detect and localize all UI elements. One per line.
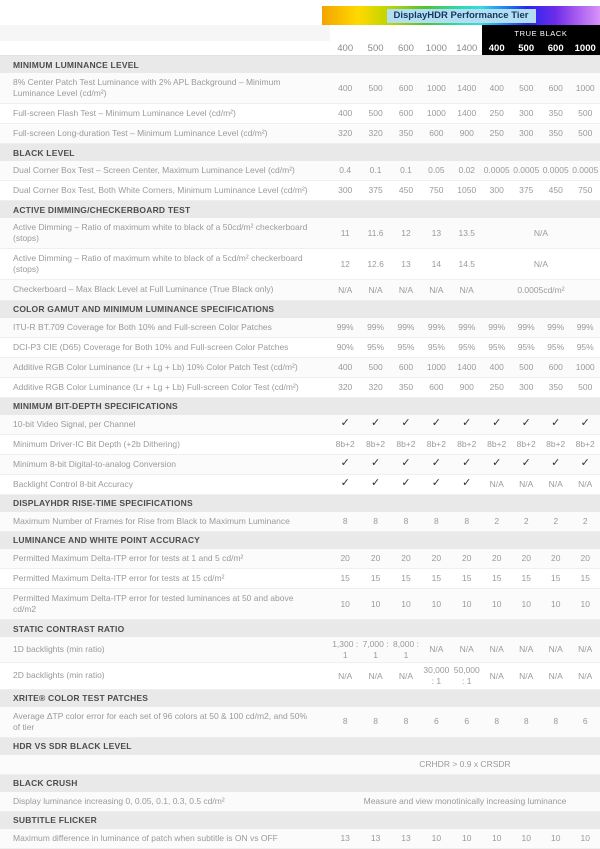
spec-value-cell: N/A [338, 670, 353, 681]
spec-value-cell: 450 [548, 185, 563, 196]
spec-value-cell: 15 [580, 573, 590, 584]
spec-row [0, 829, 600, 849]
column-header-spacer [0, 41, 330, 55]
spec-value-cell: 12 [401, 228, 411, 239]
spec-row-label: Permitted Maximum Delta-ITP error for tested luminances at 50 and above cd/m2 [13, 593, 294, 615]
spec-value-cell: 99% [397, 321, 415, 332]
spec-value-cell: 14.5 [458, 259, 476, 270]
spec-value-cell: 1400 [457, 82, 477, 93]
spec-value-cell: 500 [519, 82, 534, 93]
spec-row [0, 589, 600, 620]
section-header: BLACK CRUSH [0, 775, 600, 792]
spec-value-cell: 20 [521, 553, 531, 564]
spec-row [0, 637, 600, 663]
spec-value-cell: N/A [459, 284, 474, 295]
spec-value-cell: 300 [519, 128, 534, 139]
spec-value-cell: N/A [489, 479, 504, 490]
spec-value-cell: 400 [338, 361, 353, 372]
spec-value-cell: 300 [489, 185, 504, 196]
spec-value-cell: N/A [519, 644, 534, 655]
checkmark-icon: ✓ [340, 457, 350, 470]
checkmark-icon: ✓ [580, 457, 590, 470]
spec-value-cell: 15 [521, 573, 531, 584]
spec-value-cell: 10 [521, 832, 531, 843]
spec-row-label: Checkerboard – Max Black Level at Full Luminance (True Black only) [13, 284, 274, 295]
spec-value-span-true-black: N/A [533, 259, 549, 270]
spec-value-cell: 8,000 : 1 [392, 639, 419, 660]
checkmark-icon: ✓ [580, 417, 590, 430]
section-header: STATIC CONTRAST RATIO [0, 620, 600, 637]
spec-value-cell: 8 [553, 716, 559, 727]
spec-value-cell: 0.0005 [483, 165, 510, 176]
spec-value-cell: N/A [548, 479, 563, 490]
spec-value-cell: 1400 [457, 108, 477, 119]
spec-value-cell: 320 [368, 381, 383, 392]
section-header: MINIMUM BIT-DEPTH SPECIFICATIONS [0, 398, 600, 415]
spec-value-cell: 350 [398, 381, 414, 392]
spec-row [0, 707, 600, 738]
spec-row [0, 73, 600, 104]
checkmark-icon: ✓ [401, 457, 411, 470]
spec-value-cell: 2 [523, 516, 529, 527]
spec-row [0, 455, 600, 475]
spec-row [0, 435, 600, 455]
spec-value-cell: 10 [580, 598, 590, 609]
spec-value-cell: 10 [550, 598, 561, 609]
spec-value-cell: 450 [398, 185, 414, 196]
checkmark-icon: ✓ [431, 477, 441, 490]
spec-value-cell: 350 [398, 128, 414, 139]
spec-value-cell: 8 [373, 716, 378, 727]
column-header-true-black: 600 [541, 41, 571, 55]
spec-value-cell: 10 [580, 832, 590, 843]
spec-value-cell: 99% [458, 321, 476, 332]
checkmark-icon: ✓ [431, 417, 441, 430]
spec-value-cell: 12.6 [367, 259, 384, 270]
spec-value-cell: N/A [459, 644, 474, 655]
spec-value-cell: 12 [340, 259, 350, 270]
column-header-standard: 500 [367, 42, 384, 54]
spec-value-cell: 95% [576, 341, 594, 352]
spec-row-label: Display luminance increasing 0, 0.05, 0.1, 0.3, 0.5 cd/m² [13, 795, 225, 806]
spec-value-cell: N/A [489, 670, 504, 681]
spec-value-cell: 300 [519, 381, 534, 392]
spec-row [0, 663, 600, 689]
true-black-group-label: TRUE BLACK [482, 25, 600, 41]
spec-value-cell: 99% [547, 321, 565, 332]
checkmark-icon: ✓ [431, 457, 441, 470]
column-header-standard: 400 [337, 42, 354, 54]
spec-row-label: 2D backlights (min ratio) [13, 670, 105, 681]
spec-row-label: Minimum Driver-IC Bit Depth (+2b Dithering) [13, 438, 180, 449]
spec-value-cell: 95% [547, 341, 565, 352]
spec-value-cell: 14 [431, 259, 442, 270]
spec-value-cell: N/A [519, 670, 534, 681]
column-header-standard: 600 [398, 42, 414, 54]
spec-value-cell: N/A [578, 479, 593, 490]
section-header: MINIMUM LUMINANCE LEVEL [0, 56, 600, 73]
spec-value-cell: 400 [489, 82, 504, 93]
spec-row [0, 475, 600, 495]
true-black-label-strip [0, 25, 330, 41]
section-header: LUMINANCE AND WHITE POINT ACCURACY [0, 532, 600, 549]
spec-value-cell: N/A [429, 284, 444, 295]
spec-value-cell: 0.0005 [572, 165, 599, 176]
spec-value-cell: N/A [398, 284, 414, 295]
spec-value-cell: 1400 [457, 361, 477, 372]
spec-value-cell: 99% [576, 321, 594, 332]
standard-tier-strip [330, 25, 482, 41]
spec-value-cell: 0.05 [428, 165, 445, 176]
checkmark-icon: ✓ [462, 417, 472, 430]
checkmark-icon: ✓ [462, 477, 472, 490]
spec-value-cell: 20 [550, 553, 561, 564]
checkmark-icon: ✓ [401, 477, 411, 490]
spec-value-cell: 600 [548, 82, 563, 93]
spec-value-span-true-black: N/A [533, 228, 549, 239]
header-spacer [0, 6, 322, 25]
spec-row-label [0, 755, 330, 774]
spec-value-cell: N/A [519, 479, 534, 490]
spec-row-label: Active Dimming – Ratio of maximum white to black of a 50cd/m² checkerboard (stops) [13, 222, 308, 244]
spec-value-cell: 0.02 [458, 165, 476, 176]
spec-row-label: Maximum difference in luminance of patch when subtitle is ON vs OFF [13, 832, 278, 843]
spec-row-label: DCI-P3 CIE (D65) Coverage for Both 10% and Full-screen Color Patches [13, 341, 289, 352]
spec-value-cell: 13 [431, 228, 442, 239]
spec-row-label: Active Dimming – Ratio of maximum white to black of a 5cd/m² checkerboard (stops) [13, 253, 303, 275]
spec-value-cell: 8b+2 [575, 438, 595, 449]
spec-value-cell: N/A [578, 644, 593, 655]
spec-value-cell: 375 [519, 185, 534, 196]
checkmark-icon: ✓ [551, 457, 561, 470]
spec-value-cell: 8b+2 [335, 438, 355, 449]
spec-value-cell: 10 [521, 598, 531, 609]
spec-row [0, 378, 600, 398]
spec-value-cell: 95% [488, 341, 506, 352]
spec-value-cell: 500 [578, 108, 593, 119]
spec-value-cell: 99% [367, 321, 385, 332]
spec-value-cell: 1050 [457, 185, 477, 196]
spec-value-cell: 20 [370, 553, 381, 564]
section-header: HDR VS SDR BLACK LEVEL [0, 738, 600, 755]
spec-value-cell: 95% [397, 341, 415, 352]
spec-value-cell: 0.0005 [513, 165, 540, 176]
spec-row-label: Additive RGB Color Luminance (Lr + Lg + Lb) 10% Color Patch Test (cd/m²) [13, 361, 298, 372]
spec-row [0, 249, 600, 280]
spec-value-cell: 99% [427, 321, 445, 332]
spec-row-label: Average ΔTP color error for each set of 96 colors at 50 & 100 cd/m2, and 50% of tier [13, 710, 308, 732]
spec-row-label: 10-bit Video Signal, per Channel [13, 418, 136, 429]
spec-value-cell: 750 [429, 185, 444, 196]
spec-value-cell: 1000 [426, 82, 446, 93]
spec-value-cell: N/A [429, 644, 444, 655]
spec-value-cell: 500 [578, 381, 593, 392]
spec-value-cell: 900 [459, 381, 474, 392]
tier-header-row [0, 0, 600, 25]
spec-value-cell: 900 [459, 128, 474, 139]
spec-value-cell: 8 [373, 516, 378, 527]
spec-value-cell: 2 [494, 516, 500, 527]
spec-value-cell: 8 [403, 716, 409, 727]
spec-value-cell: 600 [398, 108, 414, 119]
spec-value-cell: 8 [494, 716, 500, 727]
spec-value-cell: 350 [548, 108, 563, 119]
spec-value-cell: 250 [489, 128, 504, 139]
spec-value-cell: 11 [340, 228, 350, 239]
spec-value-cell: 20 [491, 553, 502, 564]
column-header-standard: 1400 [456, 42, 478, 54]
spec-value-cell: 13.5 [458, 228, 476, 239]
spec-value-cell: 500 [368, 82, 383, 93]
spec-value-cell: 6 [582, 716, 588, 727]
section-header: SUBTITLE FLICKER [0, 812, 600, 829]
spec-value-cell: 600 [429, 381, 444, 392]
spec-value-cell: N/A [398, 670, 414, 681]
checkmark-icon: ✓ [492, 457, 502, 470]
spec-value-cell: 1000 [426, 361, 446, 372]
spec-row-label: Permitted Maximum Delta-ITP error for tests at 15 cd/m² [13, 572, 225, 583]
spec-value-span-true-black: 0.0005cd/m² [517, 284, 565, 295]
spec-value-cell: 400 [338, 82, 353, 93]
spec-value-cell: 7,000 : 1 [362, 639, 389, 660]
spec-value-cell: 600 [398, 82, 414, 93]
section-header: ACTIVE DIMMING/CHECKERBOARD TEST [0, 201, 600, 218]
spec-row-label: Maximum Number of Frames for Rise from Black to Maximum Luminance [13, 515, 290, 526]
spec-row [0, 549, 600, 569]
spec-value-cell: 10 [340, 598, 350, 609]
spec-value-cell: N/A [338, 284, 353, 295]
section-header: XRITE® COLOR TEST PATCHES [0, 690, 600, 707]
column-header-true-black: 1000 [570, 41, 600, 55]
spec-value-cell: 8 [342, 516, 348, 527]
checkmark-icon: ✓ [340, 417, 350, 430]
spec-value-cell: 500 [519, 361, 534, 372]
spec-row [0, 569, 600, 589]
spec-value-cell: 8b+2 [396, 438, 416, 449]
spec-value-cell: N/A [368, 284, 383, 295]
spec-value-cell: 20 [340, 553, 350, 564]
spec-value-cell: 250 [489, 108, 504, 119]
spec-value-cell: 1000 [575, 82, 595, 93]
spec-value-cell: 99% [517, 321, 535, 332]
checkmark-icon: ✓ [370, 417, 381, 430]
spec-value-span-all: Measure and view monotinically increasing luminance [363, 795, 567, 806]
spec-value-cell: 10 [462, 832, 472, 843]
spec-row-label: Permitted Maximum Delta-ITP error for tests at 1 and 5 cd/m² [13, 552, 244, 563]
checkmark-icon: ✓ [370, 477, 381, 490]
spec-value-cell: 6 [464, 716, 470, 727]
spec-row [0, 512, 600, 532]
spec-value-cell: 8b+2 [426, 438, 446, 449]
spec-row [0, 124, 600, 144]
spec-value-cell: 90% [336, 341, 354, 352]
spec-value-cell: 250 [489, 381, 504, 392]
spec-row-label: ITU-R BT.709 Coverage for Both 10% and Full-screen Color Patches [13, 321, 272, 332]
spec-value-cell: 400 [338, 108, 353, 119]
spec-value-cell: 8 [403, 516, 409, 527]
spec-value-cell: N/A [578, 670, 593, 681]
spec-row-label: Dual Corner Box Test – Screen Center, Maximum Luminance Level (cd/m²) [13, 165, 295, 176]
spec-value-cell: 8b+2 [366, 438, 386, 449]
spec-value-cell: 1000 [426, 108, 446, 119]
spec-value-cell: 8b+2 [546, 438, 566, 449]
spec-value-cell: 20 [580, 553, 590, 564]
spec-table-body [0, 56, 600, 849]
spec-value-cell: 13 [401, 259, 411, 270]
checkmark-icon: ✓ [551, 417, 561, 430]
spec-row-label: 8% Center Patch Test Luminance with 2% APL Background – Minimum Luminance Level (cd/m²) [13, 77, 281, 99]
spec-value-cell: 10 [491, 832, 502, 843]
spec-value-cell: 13 [401, 832, 411, 843]
spec-value-cell: 320 [338, 381, 353, 392]
spec-row [0, 792, 600, 812]
spec-value-cell: 13 [340, 832, 350, 843]
spec-value-cell: 15 [340, 573, 350, 584]
spec-row-label: Backlight Control 8-bit Accuracy [13, 478, 133, 489]
spec-value-cell: 50,000 : 1 [453, 665, 480, 686]
spec-value-cell: N/A [489, 644, 504, 655]
spec-value-cell: 10 [462, 598, 472, 609]
spec-value-cell: N/A [548, 670, 563, 681]
spec-row-label: Full-screen Flash Test – Minimum Luminance Level (cd/m²) [13, 108, 236, 119]
spec-row [0, 161, 600, 181]
spec-value-cell: 10 [401, 598, 411, 609]
column-header-standard: 1000 [425, 42, 447, 54]
spec-row-label: Dual Corner Box Test, Both White Corners, Minimum Luminance Level (cd/m²) [13, 185, 308, 196]
spec-value-cell: 10 [550, 832, 561, 843]
column-header-true-black: 500 [511, 41, 541, 55]
spec-value-cell: 20 [462, 553, 472, 564]
spec-value-cell: 15 [431, 573, 442, 584]
spec-value-cell: 0.1 [400, 165, 412, 176]
spec-row [0, 181, 600, 201]
spec-value-cell: 1000 [575, 361, 595, 372]
spec-value-cell: 0.4 [339, 165, 352, 176]
spec-row-label: 1D backlights (min ratio) [13, 644, 105, 655]
checkmark-icon: ✓ [492, 417, 502, 430]
spec-value-cell: 15 [491, 573, 502, 584]
spec-value-cell: 15 [550, 573, 561, 584]
spec-value-cell: 11.6 [367, 228, 384, 239]
spec-row-label: Minimum 8-bit Digital-to-analog Conversion [13, 458, 176, 469]
tier-gradient-bar [322, 6, 600, 25]
checkmark-icon: ✓ [462, 457, 472, 470]
spec-value-cell: 300 [338, 185, 353, 196]
spec-value-cell: 600 [429, 128, 444, 139]
spec-value-cell: 15 [462, 573, 472, 584]
spec-value-cell: 8 [342, 716, 348, 727]
section-header: DISPLAYHDR RISE-TIME SPECIFICATIONS [0, 495, 600, 512]
spec-value-cell: 320 [338, 128, 353, 139]
spec-value-cell: 15 [370, 573, 381, 584]
spec-value-cell: 750 [578, 185, 593, 196]
spec-value-cell: 8b+2 [487, 438, 507, 449]
spec-value-cell: 6 [434, 716, 439, 727]
spec-value-cell: 95% [427, 341, 445, 352]
spec-value-cell: 95% [458, 341, 476, 352]
spec-value-cell: 350 [548, 128, 563, 139]
spec-row [0, 415, 600, 435]
spec-row [0, 104, 600, 124]
spec-value-cell: 95% [367, 341, 385, 352]
spec-value-cell: 10 [370, 598, 381, 609]
spec-value-cell: 8 [434, 516, 439, 527]
spec-value-cell: N/A [368, 670, 383, 681]
spec-value-cell: 2 [582, 516, 588, 527]
spec-value-cell: 400 [489, 361, 504, 372]
spec-row [0, 755, 600, 775]
section-header: BLACK LEVEL [0, 144, 600, 161]
checkmark-icon: ✓ [401, 417, 411, 430]
spec-row-label: Additive RGB Color Luminance (Lr + Lg + Lb) Full-screen Color Test (cd/m²) [13, 381, 299, 392]
spec-value-cell: 500 [368, 108, 383, 119]
spec-row [0, 280, 600, 300]
spec-value-cell: 500 [578, 128, 593, 139]
spec-value-cell: 10 [431, 598, 442, 609]
spec-value-cell: 15 [401, 573, 411, 584]
spec-value-cell: 20 [431, 553, 442, 564]
spec-value-cell: N/A [548, 644, 563, 655]
spec-value-cell: 10 [431, 832, 442, 843]
spec-value-cell: 10 [491, 598, 502, 609]
spec-value-cell: 375 [368, 185, 383, 196]
spec-value-cell: 99% [336, 321, 354, 332]
spec-row [0, 318, 600, 338]
spec-value-span-all: CRHDR > 0.9 x CRSDR [419, 758, 511, 769]
spec-value-cell: 2 [553, 516, 559, 527]
spec-value-cell: 300 [519, 108, 534, 119]
column-header-true-black: 400 [482, 41, 512, 55]
checkmark-icon: ✓ [340, 477, 350, 490]
spec-value-cell: 350 [548, 381, 563, 392]
spec-value-cell: 95% [517, 341, 535, 352]
spec-value-cell: 8 [464, 516, 470, 527]
spec-value-cell: 8b+2 [516, 438, 536, 449]
spec-value-cell: 0.0005 [542, 165, 569, 176]
checkmark-icon: ✓ [370, 457, 381, 470]
spec-value-cell: 600 [398, 361, 414, 372]
spec-value-cell: 8 [523, 716, 529, 727]
column-header-row [0, 41, 600, 56]
spec-row [0, 358, 600, 378]
checkmark-icon: ✓ [521, 457, 531, 470]
section-header: COLOR GAMUT AND MINIMUM LUMINANCE SPECIFICATIONS [0, 301, 600, 318]
tier-title: DisplayHDR Performance Tier [387, 9, 536, 23]
spec-value-cell: 0.1 [369, 165, 382, 176]
spec-value-cell: 13 [370, 832, 381, 843]
spec-value-cell: 99% [488, 321, 506, 332]
spec-row-label: Full-screen Long-duration Test – Minimum Luminance Level (cd/m²) [13, 128, 268, 139]
spec-value-cell: 500 [368, 361, 383, 372]
spec-value-cell: 1,300 : 1 [332, 639, 359, 660]
spec-value-cell: 20 [401, 553, 411, 564]
spec-value-cell: 320 [368, 128, 383, 139]
spec-value-cell: 30,000 : 1 [423, 665, 450, 686]
spec-value-cell: 600 [548, 361, 563, 372]
checkmark-icon: ✓ [521, 417, 531, 430]
spec-value-cell: 8b+2 [457, 438, 477, 449]
spec-row [0, 218, 600, 249]
spec-row [0, 338, 600, 358]
true-black-header-row [0, 25, 600, 41]
